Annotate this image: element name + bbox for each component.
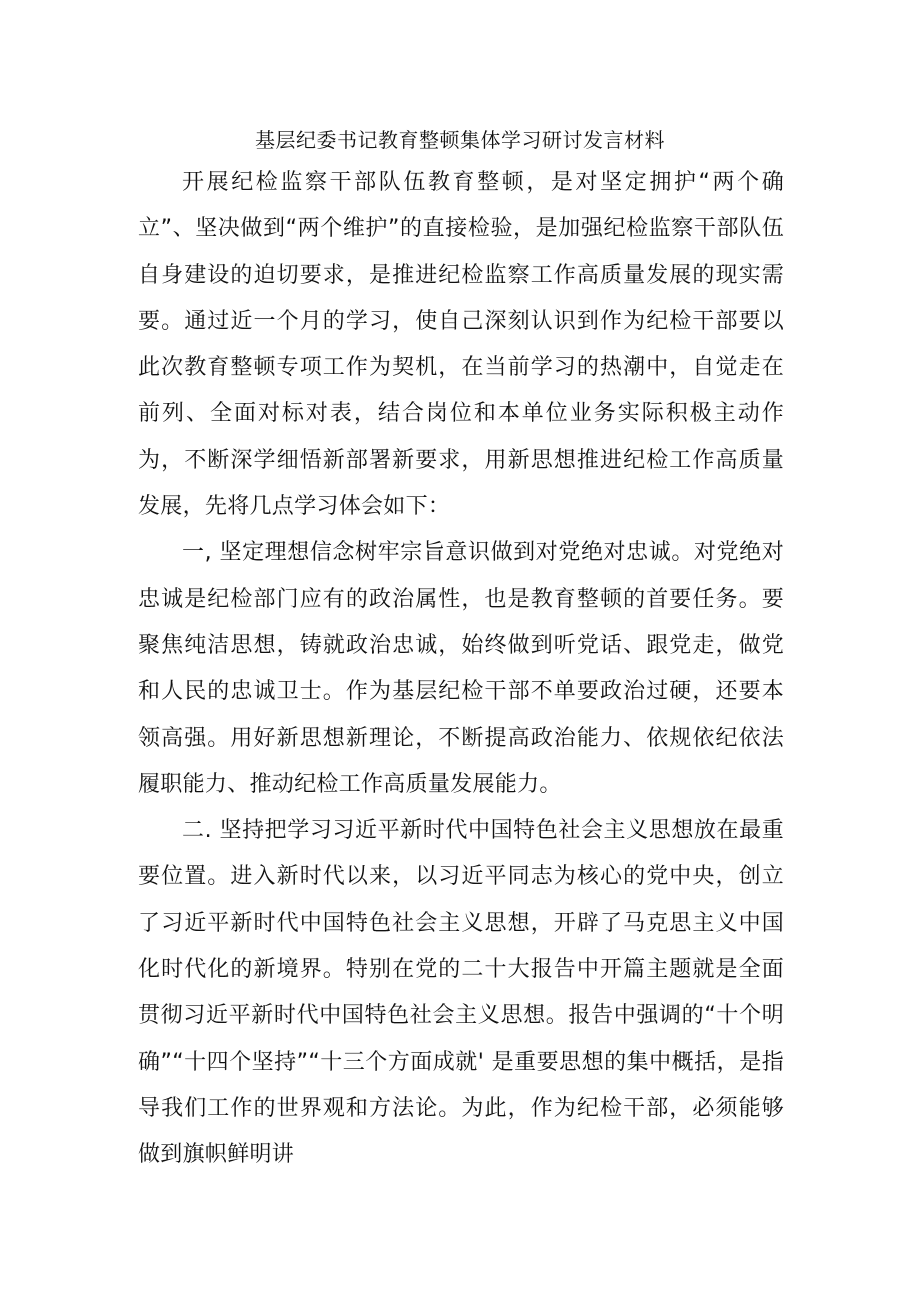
document-title: 基层纪委书记教育整顿集体学习研讨发言材料 <box>255 128 665 152</box>
section-two-paragraph: 二. 坚持把学习习近平新时代中国特色社会主义思想放在最重要位置。进入新时代以来，以习近平同志为核心的党中央，创立了习近平新时代中国特色社会主义思想，开辟了马克思主义中国化时代化的新境界。特别在党的二十大报告中开篇主题就是全面贯彻习近平新时代中国特色社会主义思想。报告中强调的“十个明确”“十四个坚持”“十三个方面成就' 是重要思想的集中概括，是指导我们工作的世界观和方法论。为此，作为纪检干部，必须能够做到旗帜鲜明讲 <box>138 818 784 1168</box>
section-one-paragraph: 一, 坚定理想信念树牢宗旨意识做到对党绝对忠诚。对党绝对忠诚是纪检部门应有的政治属性，也是教育整顿的首要任务。要聚焦纯洁思想，铸就政治忠诚，始终做到听党话、跟党走，做党和人民的忠诚卫士。作为基层纪检干部不单要政治过硬，还要本领高强。用好新思想新理论，不断提高政治能力、依规依纪依法履职能力、推动纪检工作高质量发展能力。 <box>138 540 784 797</box>
intro-paragraph: 开展纪检监察干部队伍教育整顿，是对坚定拥护“两个确立”、坚决做到“两个维护”的直接检验，是加强纪检监察干部队伍自身建设的迫切要求，是推进纪检监察工作高质量发展的现实需要。通过近一个月的学习，使自己深刻认识到作为纪检干部要以此次教育整顿专项工作为契机，在当前学习的热潮中，自觉走在前列、全面对标对表，结合岗位和本单位业务实际积极主动作为，不断深学细悟新部署新要求，用新思想推进纪检工作高质量发展，先将几点学习体会如下： <box>138 170 784 520</box>
document-body <box>138 160 784 1179</box>
